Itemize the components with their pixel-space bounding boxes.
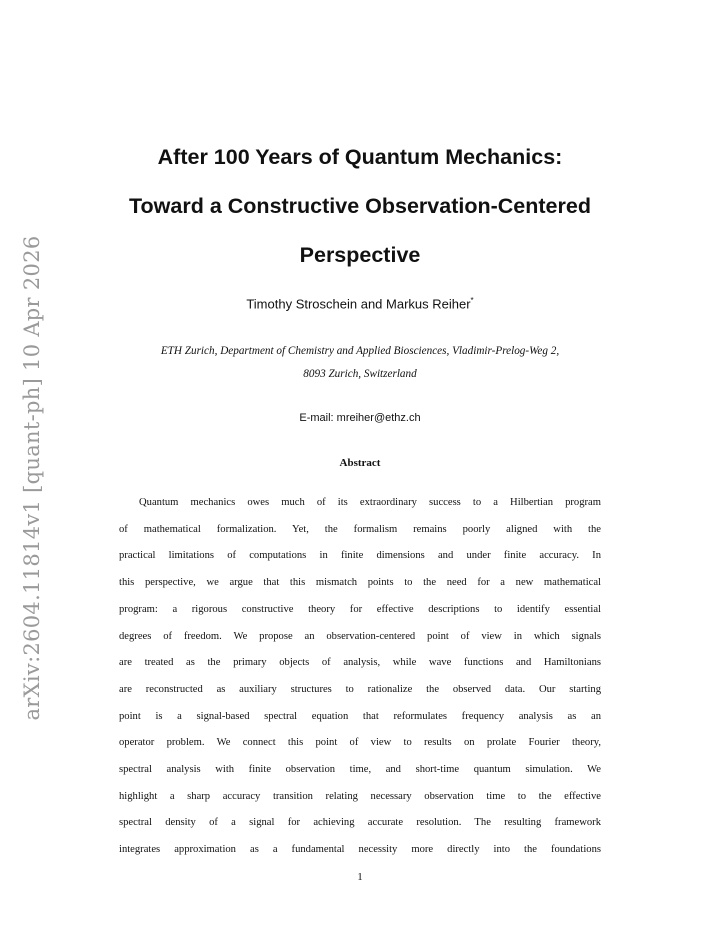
abstract-line: are reconstructed as auxiliary structures to rationalize the observed data. Our starting (119, 683, 601, 695)
page-number: 1 (357, 871, 363, 883)
affiliation-line: ETH Zurich, Department of Chemistry and Applied Biosciences, Vladimir-Prelog-Weg 2, (160, 345, 560, 357)
abstract-line: of mathematical formalization. Yet, the formalism remains poorly aligned with the (119, 523, 601, 535)
abstract-line: spectral density of a signal for achieving accurate resolution. The resulting framework (119, 817, 601, 829)
corresponding-author-mark: * (470, 296, 474, 305)
abstract-line: practical limitations of computations in finite dimensions and under finite accuracy. In (119, 550, 601, 562)
abstract-heading: Abstract (339, 457, 381, 469)
abstract-line: point is a signal-based spectral equation that reformulates frequency analysis as an (119, 710, 601, 722)
abstract-line: this perspective, we argue that this mismatch points to the need for a new mathematical (119, 577, 601, 589)
arxiv-stamp (12, 235, 52, 721)
paper-title (90, 133, 630, 280)
title-line: Toward a Constructive Observation-Centered (129, 194, 591, 218)
abstract-line: program: a rigorous constructive theory for effective descriptions to identify essential (119, 603, 601, 615)
abstract-line: highlight a sharp accuracy transition relating necessary observation time to the effective (119, 790, 601, 802)
affiliation (70, 340, 650, 386)
author-list (90, 296, 630, 311)
arxiv-stamp-text: arXiv:2604.11814v1 [quant-ph] 10 Apr 2026 (20, 235, 44, 721)
affiliation-line: 8093 Zurich, Switzerland (303, 368, 417, 380)
author-names: Timothy Stroschein and Markus Reiher (246, 296, 471, 312)
contact-email: E-mail: mreiher@ethz.ch (299, 412, 421, 424)
abstract-line: degrees of freedom. We propose an observation-centered point of view in which signals (119, 630, 601, 642)
abstract-line: operator problem. We connect this point of view to results on prolate Fourier theory, (119, 737, 601, 749)
abstract-line: integrates approximation as a fundamental necessity more directly into the foundations (119, 844, 601, 856)
abstract-line: Quantum mechanics owes much of its extraordinary success to a Hilbertian program (139, 497, 601, 508)
title-line: After 100 Years of Quantum Mechanics: (157, 145, 563, 169)
abstract-body (119, 490, 601, 864)
abstract-line: are treated as the primary objects of analysis, while wave functions and Hamiltonians (119, 657, 601, 669)
title-line: Perspective (299, 243, 421, 267)
abstract-line: spectral analysis with finite observation time, and short-time quantum simulation. We (119, 764, 601, 776)
